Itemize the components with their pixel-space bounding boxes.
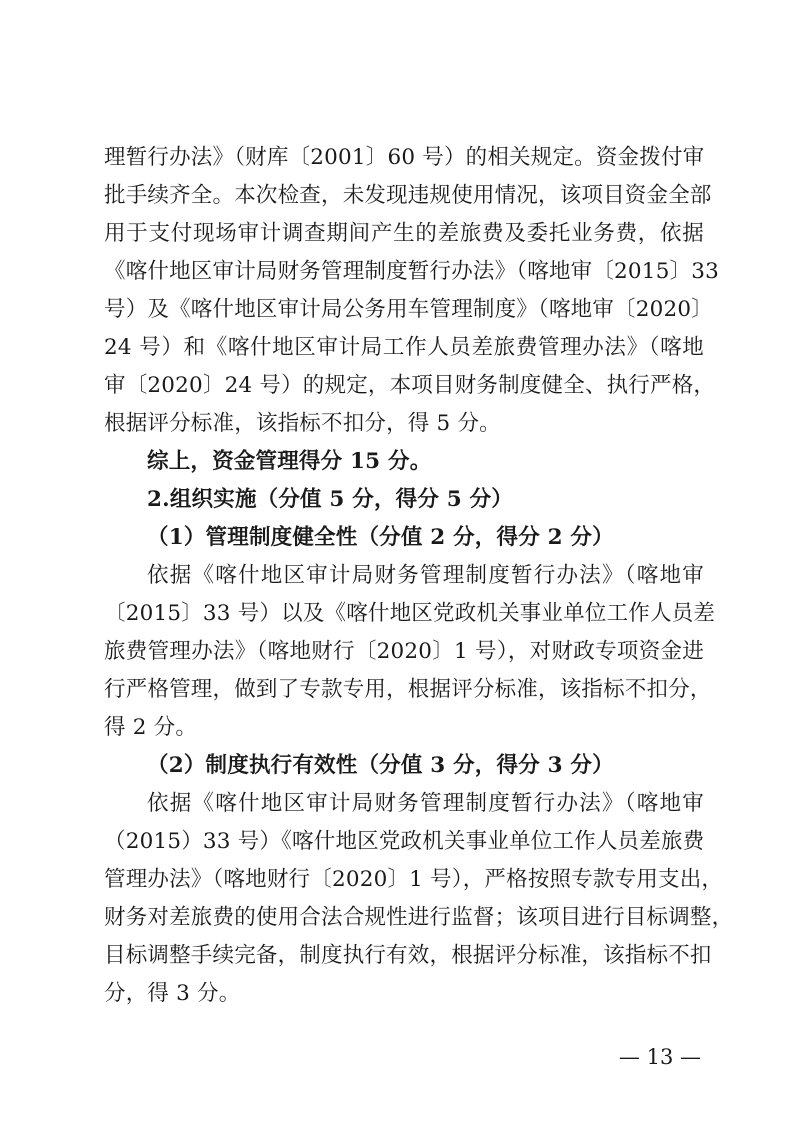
body-text-line: 批手续齐全。本次检查，未发现违规使用情况，该项目资金全部 xyxy=(104,183,712,208)
body-text-line: 依据《喀什地区审计局财务管理制度暂行办法》（喀地审 xyxy=(147,791,704,816)
page-number: — 13 — xyxy=(618,1045,701,1069)
body-text-line: 用于支付现场审计调查期间产生的差旅费及委托业务费，依据 xyxy=(104,221,704,246)
body-text-line: 理暂行办法》（财库〔2001〕60 号）的相关规定。资金拨付审 xyxy=(104,145,705,170)
body-text-line: 〔2015〕33 号）以及《喀什地区党政机关事业单位工作人员差 xyxy=(104,601,716,626)
body-text-line: 得 2 分。 xyxy=(104,715,198,740)
body-text-line: 24 号）和《喀什地区审计局工作人员差旅费管理办法》（喀地 xyxy=(104,335,704,360)
body-text-line: 管理办法》（喀地财行〔2020〕1 号），严格按照专款专用支出， xyxy=(104,867,724,892)
body-text-line: 行严格管理，做到了专款专用，根据评分标准，该指标不扣分， xyxy=(104,677,712,702)
section-summary: 综上，资金管理得分 15 分。 xyxy=(147,449,432,474)
body-text-line: 号）及《喀什地区审计局公务用车管理制度》（喀地审〔2020〕 xyxy=(104,297,713,322)
body-text-line: 依据《喀什地区审计局财务管理制度暂行办法》（喀地审 xyxy=(147,563,704,588)
subsection-heading: （2）制度执行有效性（分值 3 分，得分 3 分） xyxy=(147,753,614,778)
body-text-line: 根据评分标准，该指标不扣分，得 5 分。 xyxy=(104,411,501,436)
body-text-line: 旅费管理办法》（喀地财行〔2020〕1 号），对财政专项资金进 xyxy=(104,639,704,664)
subsection-heading: （1）管理制度健全性（分值 2 分，得分 2 分） xyxy=(147,525,614,550)
body-text-line: 《喀什地区审计局财务管理制度暂行办法》（喀地审〔2015〕33 xyxy=(104,259,720,284)
body-text-line: 审〔2020〕24 号）的规定，本项目财务制度健全、执行严格， xyxy=(104,373,716,398)
section-heading: 2.组织实施（分值 5 分，得分 5 分） xyxy=(147,487,514,512)
body-text-line: （2015）33 号）《喀什地区党政机关事业单位工作人员差旅费 xyxy=(104,829,705,854)
body-text-line: 分，得 3 分。 xyxy=(104,981,241,1006)
body-text-line: 目标调整手续完备，制度执行有效，根据评分标准，该指标不扣 xyxy=(104,943,712,968)
body-text-line: 财务对差旅费的使用合法合规性进行监督；该项目进行目标调整， xyxy=(104,905,734,930)
